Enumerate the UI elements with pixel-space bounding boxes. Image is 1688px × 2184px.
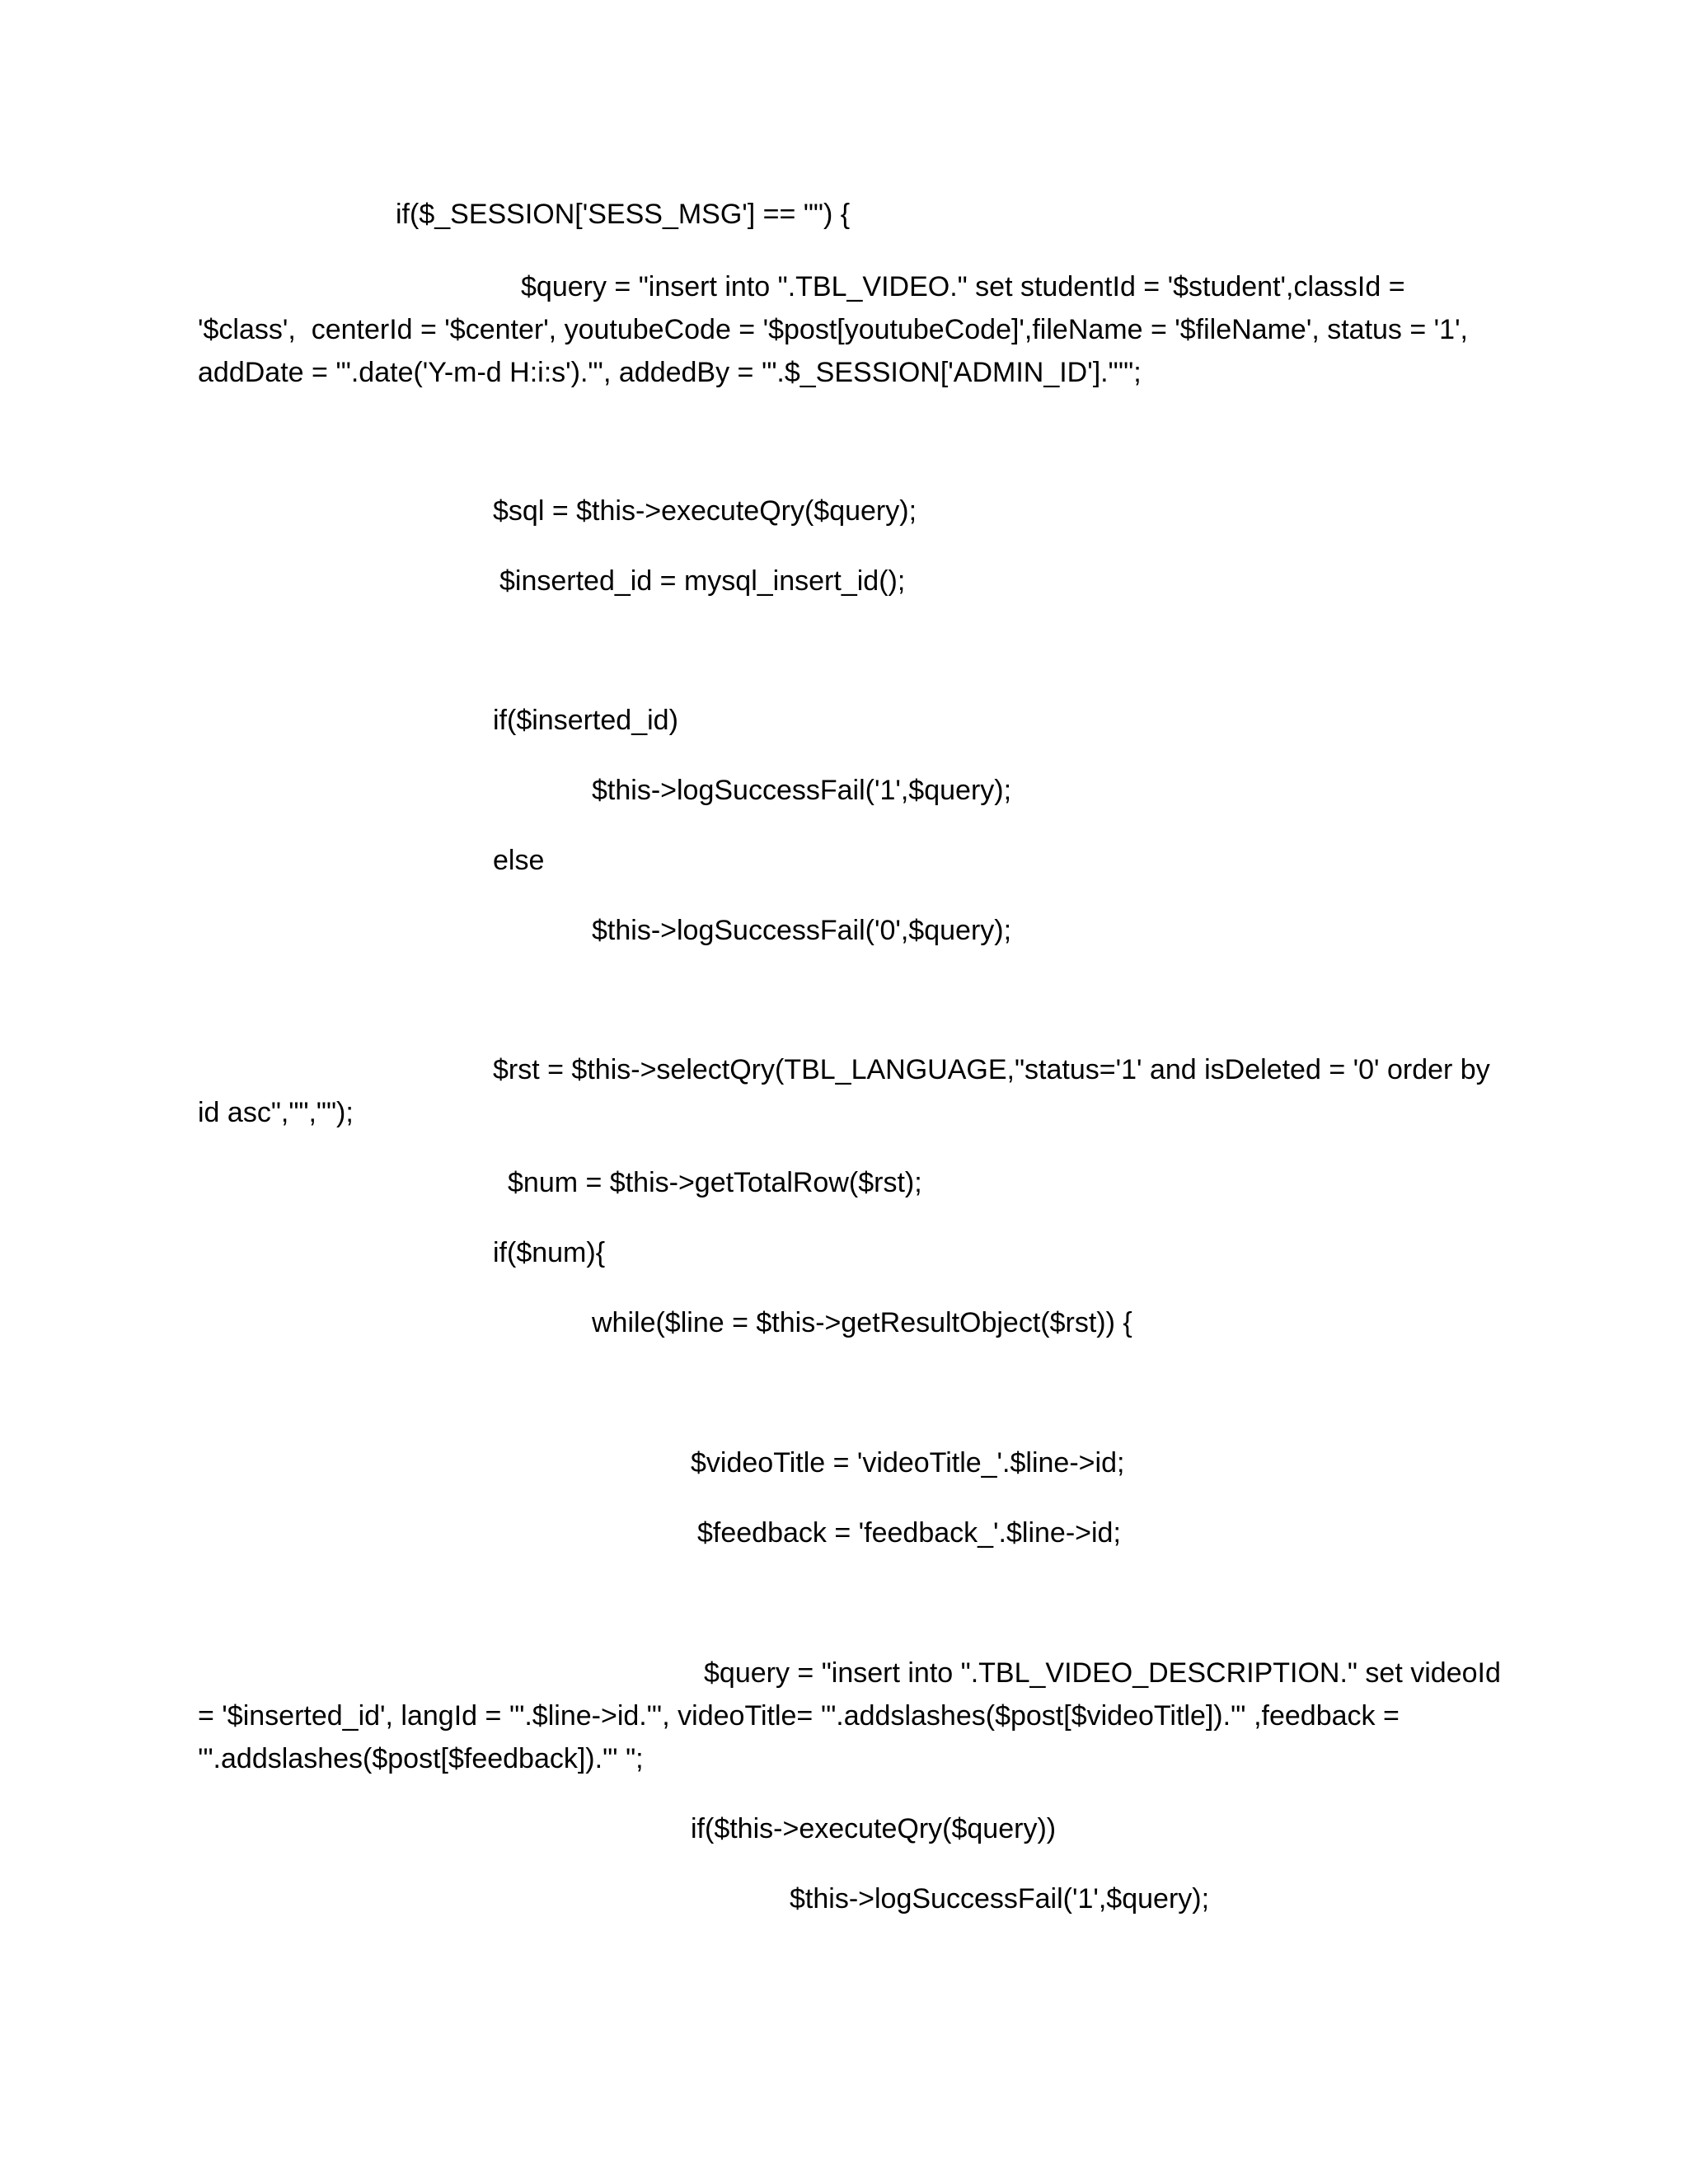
code-line: $this->logSuccessFail('1',$query); — [592, 775, 1012, 806]
code-line: $inserted_id = mysql_insert_id(); — [499, 565, 906, 597]
code-line: if($this->executeQry($query)) — [691, 1813, 1057, 1844]
code-line: $query = "insert into ".TBL_VIDEO." set studentId = '$student',classId = — [521, 271, 1405, 302]
code-line: else — [493, 845, 545, 876]
code-line: $sql = $this->executeQry($query); — [493, 495, 917, 527]
code-line: if($num){ — [493, 1237, 606, 1268]
code-line: $rst = $this->selectQry(TBL_LANGUAGE,"status='1' and isDeleted = '0' order by — [493, 1054, 1490, 1085]
code-line: id asc","",""); — [198, 1097, 354, 1128]
code-line: $feedback = 'feedback_'.$line->id; — [697, 1517, 1121, 1549]
code-line: $this->logSuccessFail('1',$query); — [790, 1883, 1210, 1915]
code-line: '".addslashes($post[$feedback])."' "; — [198, 1743, 644, 1774]
code-line: $this->logSuccessFail('0',$query); — [592, 915, 1012, 946]
code-line: '$class', centerId = '$center', youtubeCode = '$post[youtubeCode]',fileName = '$fileName', status = '1', — [198, 314, 1469, 345]
code-line: $query = "insert into ".TBL_VIDEO_DESCRIPTION." set videoId — [704, 1657, 1501, 1689]
code-line: if($inserted_id) — [493, 705, 678, 736]
code-line: while($line = $this->getResultObject($rst)) { — [592, 1307, 1132, 1338]
code-line: if($_SESSION['SESS_MSG'] == "") { — [396, 199, 851, 230]
code-line: $videoTitle = 'videoTitle_'.$line->id; — [691, 1447, 1125, 1479]
code-line: $num = $this->getTotalRow($rst); — [508, 1167, 922, 1198]
code-line: = '$inserted_id', langId = '".$line->id."', videoTitle= '".addslashes($post[$videoTitle])."' ,feedback = — [198, 1700, 1400, 1732]
code-line: addDate = '".date('Y-m-d H:i:s')."', addedBy = '".$_SESSION['ADMIN_ID']."'"; — [198, 357, 1142, 388]
